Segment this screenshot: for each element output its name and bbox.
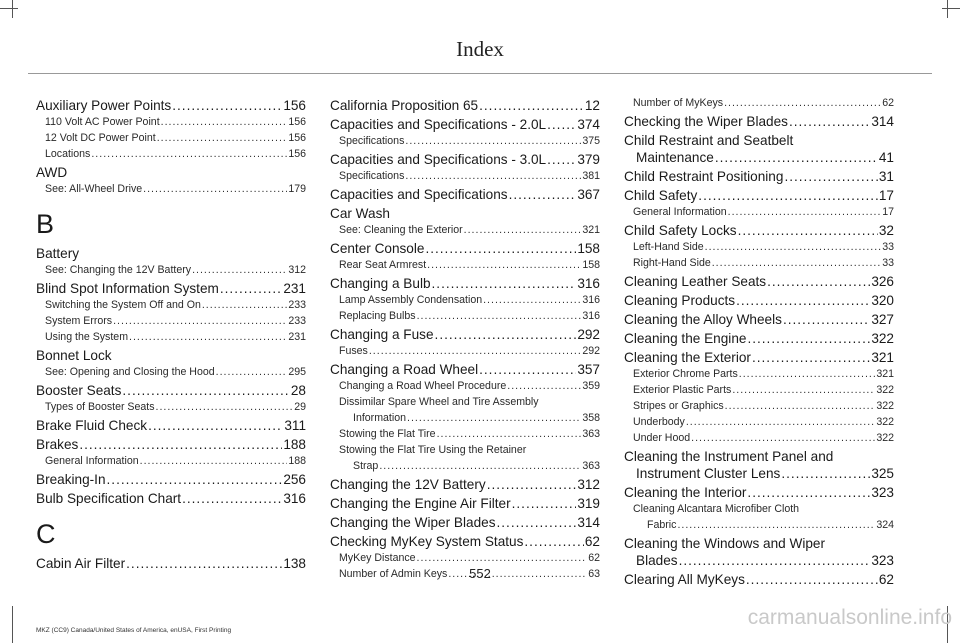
page-ref: 322 bbox=[876, 384, 894, 396]
page-ref: 312 bbox=[577, 477, 600, 492]
page-ref: 63 bbox=[588, 568, 600, 580]
crop-mark-top-left-v bbox=[12, 0, 13, 18]
page-ref: 62 bbox=[878, 572, 894, 587]
entry-continuation bbox=[624, 465, 894, 482]
dot-leader bbox=[784, 168, 877, 185]
entry-title: Cabin Air Filter bbox=[36, 556, 126, 571]
crop-mark-top-left-h bbox=[0, 8, 18, 9]
dot-leader bbox=[79, 436, 282, 453]
entry-title: Fuses bbox=[339, 345, 368, 357]
dot-leader bbox=[437, 426, 582, 442]
dot-leader bbox=[512, 495, 577, 512]
dot-leader bbox=[691, 430, 875, 446]
entry-title: Cleaning the Engine bbox=[624, 331, 747, 346]
entry-title: Locations bbox=[45, 148, 91, 160]
dot-leader bbox=[91, 146, 287, 162]
entry-title: Cleaning the Exterior bbox=[624, 350, 751, 365]
dot-leader bbox=[405, 133, 581, 149]
page-ref: 321 bbox=[876, 368, 894, 380]
page-ref: 321 bbox=[871, 350, 894, 365]
page-ref: 324 bbox=[876, 519, 894, 531]
page-ref: 256 bbox=[283, 472, 306, 487]
index-entry bbox=[330, 308, 600, 324]
entry-title: Right-Hand Side bbox=[633, 257, 711, 269]
dot-leader bbox=[464, 222, 582, 238]
entry-title: Changing a Fuse bbox=[330, 327, 434, 342]
page-ref: 357 bbox=[577, 362, 600, 377]
entry-title: Rear Seat Armrest bbox=[339, 259, 427, 271]
entry-title: Lamp Assembly Condensation bbox=[339, 294, 483, 306]
page-ref: 316 bbox=[283, 491, 306, 506]
page-ref: 319 bbox=[577, 496, 600, 511]
index-entry bbox=[330, 495, 600, 512]
page-ref: 156 bbox=[283, 98, 306, 113]
dot-leader bbox=[497, 514, 577, 531]
page-ref: 188 bbox=[283, 437, 306, 452]
page-ref: 158 bbox=[577, 241, 600, 256]
index-entry bbox=[330, 116, 600, 133]
entry-title: Capacities and Specifications - 2.0L bbox=[330, 117, 547, 132]
entry-title-line1: Cleaning the Instrument Panel and bbox=[624, 449, 834, 464]
dot-leader bbox=[140, 453, 288, 469]
index-entry bbox=[624, 222, 894, 239]
page-ref: 32 bbox=[878, 223, 894, 238]
page-ref: 322 bbox=[876, 432, 894, 444]
entry-title-line2: Instrument Cluster Lens bbox=[636, 466, 781, 481]
page-ref: 17 bbox=[878, 188, 894, 203]
dot-leader bbox=[479, 361, 576, 378]
index-heading: Car Wash bbox=[330, 206, 390, 221]
page-ref: 314 bbox=[577, 515, 600, 530]
dot-leader bbox=[705, 239, 882, 255]
dot-leader bbox=[747, 330, 870, 347]
entry-title: Stowing the Flat Tire bbox=[339, 428, 436, 440]
index-entry bbox=[624, 113, 894, 130]
entry-title: General Information bbox=[45, 455, 139, 467]
dot-leader bbox=[789, 113, 870, 130]
page-ref: 292 bbox=[577, 327, 600, 342]
entry-title: Clearing All MyKeys bbox=[624, 572, 745, 587]
entry-title: Replacing Bulbs bbox=[339, 310, 416, 322]
entry-title: Checking MyKey System Status bbox=[330, 534, 524, 549]
entry-title: Brake Fluid Check bbox=[36, 418, 148, 433]
page-ref: 188 bbox=[288, 455, 306, 467]
entry-continuation bbox=[633, 517, 894, 533]
index-entry bbox=[624, 414, 894, 430]
page-ref: 138 bbox=[283, 556, 306, 571]
index-entry bbox=[36, 146, 306, 162]
page-ref: 321 bbox=[582, 224, 600, 236]
dot-leader bbox=[379, 458, 581, 474]
page-ref: 31 bbox=[878, 169, 894, 184]
page-ref: 381 bbox=[582, 170, 600, 182]
page-ref: 375 bbox=[582, 135, 600, 147]
index-entry bbox=[624, 95, 894, 111]
entry-title: Blind Spot Information System bbox=[36, 281, 219, 296]
dot-leader bbox=[407, 410, 581, 426]
entry-title: Child Safety bbox=[624, 188, 698, 203]
index-entry bbox=[330, 222, 600, 238]
index-entry bbox=[330, 533, 600, 550]
entry-title: Underbody bbox=[633, 416, 685, 428]
dot-leader bbox=[738, 222, 878, 239]
index-entry bbox=[624, 187, 894, 204]
entry-title: 110 Volt AC Power Point bbox=[45, 116, 160, 128]
entry-title: MyKey Distance bbox=[339, 552, 416, 564]
page-ref: 367 bbox=[577, 187, 600, 202]
index-heading: AWD bbox=[36, 165, 68, 180]
dot-leader bbox=[122, 382, 289, 399]
entry-title: See: All-Wheel Drive bbox=[45, 183, 143, 195]
dot-leader bbox=[157, 130, 288, 146]
index-entry bbox=[624, 255, 894, 271]
index-entry bbox=[624, 382, 894, 398]
page-ref: 33 bbox=[882, 257, 894, 269]
index-entry bbox=[36, 382, 306, 399]
entry-title: System Errors bbox=[45, 315, 113, 327]
index-entry bbox=[36, 329, 306, 345]
index-entry bbox=[36, 313, 306, 329]
entry-title-line2: Maintenance bbox=[636, 150, 714, 165]
index-entry bbox=[36, 417, 306, 434]
dot-leader bbox=[507, 378, 581, 394]
dot-leader bbox=[435, 326, 577, 343]
entry-title: Capacities and Specifications - 3.0L bbox=[330, 152, 547, 167]
page-ref: 231 bbox=[283, 281, 306, 296]
dot-leader bbox=[427, 257, 581, 273]
dot-leader bbox=[728, 204, 882, 220]
crop-mark-top-right-v bbox=[947, 0, 948, 18]
page-ref: 41 bbox=[878, 150, 894, 165]
entry-title: Booster Seats bbox=[36, 383, 122, 398]
index-entry bbox=[330, 292, 600, 308]
entry-title: Cleaning the Interior bbox=[624, 485, 747, 500]
index-entry bbox=[330, 186, 600, 203]
index-entry bbox=[330, 151, 600, 168]
page-ref: 62 bbox=[588, 552, 600, 564]
page-ref: 311 bbox=[284, 418, 306, 433]
entry-title-line2: Strap bbox=[353, 460, 379, 472]
dot-leader bbox=[547, 151, 576, 168]
dot-leader bbox=[369, 343, 581, 359]
page-ref: 29 bbox=[294, 401, 306, 413]
page-ref: 325 bbox=[871, 466, 894, 481]
page-ref: 156 bbox=[288, 132, 306, 144]
entry-title-line2: Blades bbox=[636, 553, 678, 568]
entry-title-line2: Fabric bbox=[647, 519, 677, 531]
entry-title: Exterior Chrome Parts bbox=[633, 368, 738, 380]
page-ref: 363 bbox=[582, 428, 600, 440]
page-ref: 316 bbox=[582, 294, 600, 306]
page-ref: 327 bbox=[871, 312, 894, 327]
entry-title: Brakes bbox=[36, 437, 79, 452]
page-ref: 322 bbox=[876, 400, 894, 412]
index-entry bbox=[330, 476, 600, 493]
entry-title-line1: Stowing the Flat Tire Using the Retainer bbox=[339, 444, 527, 456]
dot-leader bbox=[783, 311, 870, 328]
page-ref: 62 bbox=[584, 534, 600, 549]
index-entry-wrapped bbox=[330, 394, 600, 426]
dot-leader bbox=[220, 280, 282, 297]
entry-title: Bulb Specification Chart bbox=[36, 491, 182, 506]
index-entry-wrapped bbox=[624, 501, 894, 533]
dot-leader bbox=[425, 240, 576, 257]
entry-continuation bbox=[339, 410, 600, 426]
entry-title: See: Opening and Closing the Hood bbox=[45, 366, 215, 378]
page-ref: 322 bbox=[876, 416, 894, 428]
index-entry bbox=[330, 361, 600, 378]
watermark-text: carmanualsonline.info bbox=[747, 606, 952, 629]
index-entry bbox=[36, 297, 306, 313]
index-entry bbox=[36, 364, 306, 380]
dot-leader bbox=[405, 168, 581, 184]
dot-leader bbox=[182, 490, 282, 507]
index-entry bbox=[624, 430, 894, 446]
index-entry bbox=[624, 398, 894, 414]
entry-title: Number of MyKeys bbox=[633, 97, 724, 109]
index-entry bbox=[330, 343, 600, 359]
index-entry bbox=[624, 311, 894, 328]
entry-title: Specifications bbox=[339, 170, 405, 182]
index-entry bbox=[624, 204, 894, 220]
page-ref: 233 bbox=[288, 299, 306, 311]
page-ref: 363 bbox=[582, 460, 600, 472]
index-entry bbox=[624, 292, 894, 309]
entry-title: Auxiliary Power Points bbox=[36, 98, 172, 113]
page-ref: 231 bbox=[288, 331, 306, 343]
index-entry bbox=[624, 484, 894, 501]
entry-title: Number of Admin Keys bbox=[339, 568, 448, 580]
dot-leader bbox=[417, 550, 588, 566]
dot-leader bbox=[686, 414, 875, 430]
page-ref: 28 bbox=[290, 383, 306, 398]
dot-leader bbox=[547, 116, 576, 133]
dot-leader bbox=[161, 114, 288, 130]
page-ref: 233 bbox=[288, 315, 306, 327]
dot-leader bbox=[781, 465, 870, 482]
header-rule bbox=[28, 73, 932, 74]
page-ref: 62 bbox=[882, 97, 894, 109]
entry-title: Changing the 12V Battery bbox=[330, 477, 486, 492]
index-entry-wrapped bbox=[624, 132, 894, 166]
entry-title: Specifications bbox=[339, 135, 405, 147]
index-entry bbox=[36, 471, 306, 488]
index-entry bbox=[624, 366, 894, 382]
dot-leader bbox=[113, 313, 287, 329]
page-ref: 323 bbox=[871, 553, 894, 568]
index-entry bbox=[330, 133, 600, 149]
index-entry-wrapped bbox=[624, 535, 894, 569]
index-entry bbox=[330, 378, 600, 394]
page-ref: 17 bbox=[882, 206, 894, 218]
crop-mark-bottom-left-v bbox=[12, 606, 13, 643]
index-entry bbox=[330, 257, 600, 273]
index-entry bbox=[330, 168, 600, 184]
entry-title: California Proposition 65 bbox=[330, 98, 479, 113]
entry-title: Child Restraint Positioning bbox=[624, 169, 784, 184]
page-ref: 316 bbox=[582, 310, 600, 322]
dot-leader bbox=[202, 297, 287, 313]
page-ref: 33 bbox=[882, 241, 894, 253]
page-ref: 312 bbox=[288, 264, 306, 276]
index-entry bbox=[36, 181, 306, 197]
entry-title: See: Changing the 12V Battery bbox=[45, 264, 192, 276]
entry-title: Cleaning the Alloy Wheels bbox=[624, 312, 782, 327]
entry-title: Types of Booster Seats bbox=[45, 401, 155, 413]
dot-leader bbox=[677, 517, 875, 533]
dot-leader bbox=[767, 273, 870, 290]
page-ref: 12 bbox=[584, 98, 600, 113]
dot-leader bbox=[479, 97, 584, 114]
index-entry bbox=[36, 262, 306, 278]
entry-title: Changing the Engine Air Filter bbox=[330, 496, 511, 511]
entry-title: 12 Volt DC Power Point bbox=[45, 132, 156, 144]
entry-title: Changing a Bulb bbox=[330, 276, 431, 291]
dot-leader bbox=[747, 484, 870, 501]
index-entry bbox=[624, 330, 894, 347]
dot-leader bbox=[483, 292, 581, 308]
index-heading: Battery bbox=[36, 246, 80, 261]
dot-leader bbox=[129, 329, 287, 345]
entry-title-line1: Child Restraint and Seatbelt bbox=[624, 133, 794, 148]
page-ref: 323 bbox=[871, 485, 894, 500]
index-entry bbox=[330, 426, 600, 442]
index-entry bbox=[330, 326, 600, 343]
page-ref: 156 bbox=[288, 116, 306, 128]
dot-leader bbox=[487, 476, 577, 493]
page-ref: 322 bbox=[871, 331, 894, 346]
crop-mark-top-right-h bbox=[942, 8, 960, 9]
dot-leader bbox=[524, 533, 583, 550]
page-ref: 358 bbox=[582, 412, 600, 424]
footer-text: MKZ (CC9) Canada/United States of America, enUSA, First Printing bbox=[36, 627, 232, 634]
index-entry bbox=[36, 453, 306, 469]
dot-leader bbox=[715, 149, 878, 166]
section-letter: C bbox=[36, 519, 56, 549]
entry-title: Stripes or Graphics bbox=[633, 400, 724, 412]
page-ref: 316 bbox=[577, 276, 600, 291]
page-ref: 379 bbox=[577, 152, 600, 167]
dot-leader bbox=[698, 187, 878, 204]
entry-title-line1: Dissimilar Spare Wheel and Tire Assembly bbox=[339, 396, 539, 408]
index-entry bbox=[624, 239, 894, 255]
page-ref: 320 bbox=[871, 293, 894, 308]
dot-leader bbox=[148, 417, 283, 434]
entry-title: Cleaning Products bbox=[624, 293, 736, 308]
entry-title: Changing the Wiper Blades bbox=[330, 515, 496, 530]
entry-title: See: Cleaning the Exterior bbox=[339, 224, 463, 236]
entry-title: Using the System bbox=[45, 331, 129, 343]
dot-leader bbox=[725, 398, 876, 414]
index-entry bbox=[36, 280, 306, 297]
index-entry-wrapped bbox=[624, 448, 894, 482]
dot-leader bbox=[752, 349, 870, 366]
entry-title: Exterior Plastic Parts bbox=[633, 384, 732, 396]
index-entry bbox=[330, 97, 600, 114]
entry-title: Checking the Wiper Blades bbox=[624, 114, 788, 129]
index-entry bbox=[36, 399, 306, 415]
index-entry-wrapped bbox=[330, 442, 600, 474]
entry-title: General Information bbox=[633, 206, 727, 218]
entry-title: Capacities and Specifications bbox=[330, 187, 508, 202]
index-column-2 bbox=[330, 95, 600, 582]
dot-leader bbox=[739, 366, 876, 382]
dot-leader bbox=[172, 97, 282, 114]
page-ref: 158 bbox=[582, 259, 600, 271]
entry-title: Cleaning Leather Seats bbox=[624, 274, 767, 289]
page-ref: 179 bbox=[288, 183, 306, 195]
dot-leader bbox=[736, 292, 870, 309]
index-entry bbox=[36, 114, 306, 130]
page-ref: 295 bbox=[288, 366, 306, 378]
index-entry bbox=[36, 490, 306, 507]
index-column-3 bbox=[624, 95, 894, 588]
dot-leader bbox=[216, 364, 288, 380]
index-entry bbox=[624, 168, 894, 185]
index-entry bbox=[624, 273, 894, 290]
entry-title: Left-Hand Side bbox=[633, 241, 704, 253]
entry-title: Changing a Road Wheel bbox=[330, 362, 479, 377]
page-number: 552 bbox=[469, 566, 491, 581]
dot-leader bbox=[724, 95, 881, 111]
index-entry bbox=[330, 275, 600, 292]
index-entry bbox=[36, 130, 306, 146]
dot-leader bbox=[107, 471, 283, 488]
index-column-1 bbox=[36, 95, 306, 572]
page-title: Index bbox=[456, 37, 504, 61]
section-letter: B bbox=[36, 209, 55, 239]
index-entry bbox=[36, 436, 306, 453]
index-heading: Bonnet Lock bbox=[36, 348, 112, 363]
dot-leader bbox=[509, 186, 577, 203]
page-ref: 292 bbox=[582, 345, 600, 357]
index-entry bbox=[330, 514, 600, 531]
entry-continuation bbox=[339, 458, 600, 474]
page-ref: 359 bbox=[582, 380, 600, 392]
dot-leader bbox=[417, 308, 582, 324]
page-ref: 156 bbox=[288, 148, 306, 160]
entry-continuation bbox=[624, 149, 894, 166]
dot-leader bbox=[732, 382, 875, 398]
entry-title: Changing a Road Wheel Procedure bbox=[339, 380, 507, 392]
page-ref: 374 bbox=[577, 117, 600, 132]
entry-title: Switching the System Off and On bbox=[45, 299, 201, 311]
index-entry bbox=[330, 240, 600, 257]
dot-leader bbox=[156, 399, 294, 415]
entry-title: Child Safety Locks bbox=[624, 223, 737, 238]
entry-title-line2: Information bbox=[353, 412, 406, 424]
index-entry bbox=[330, 550, 600, 566]
dot-leader bbox=[432, 275, 577, 292]
entry-title: Under Hood bbox=[633, 432, 691, 444]
dot-leader bbox=[143, 181, 287, 197]
page-ref: 314 bbox=[871, 114, 894, 129]
entry-title: Breaking-In bbox=[36, 472, 106, 487]
entry-title: Center Console bbox=[330, 241, 425, 256]
index-entry bbox=[36, 97, 306, 114]
entry-title-line1: Cleaning the Windows and Wiper bbox=[624, 536, 825, 551]
page-ref: 326 bbox=[871, 274, 894, 289]
entry-title-line1: Cleaning Alcantara Microfiber Cloth bbox=[633, 503, 800, 515]
dot-leader bbox=[192, 262, 287, 278]
index-entry bbox=[624, 349, 894, 366]
dot-leader bbox=[712, 255, 881, 271]
